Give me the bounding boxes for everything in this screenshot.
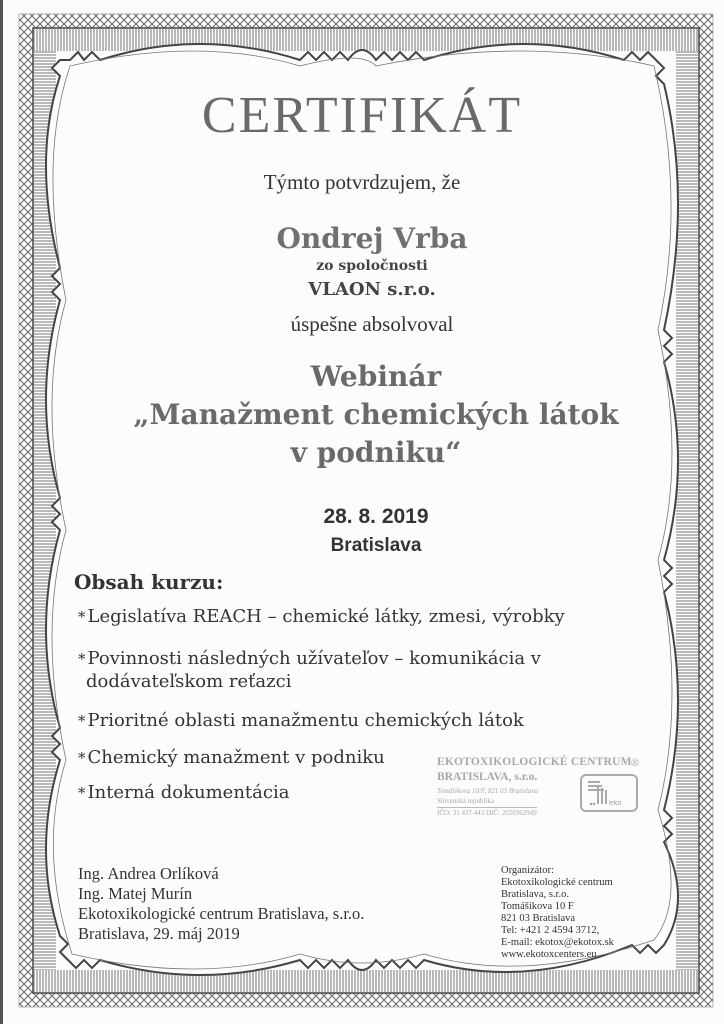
content-list-item-continuation: dodávateľskom reťazci	[86, 671, 292, 692]
bullet-star-icon: *	[78, 784, 86, 802]
company-name: VLAON s.r.o.	[308, 279, 436, 300]
organizer-line: Ekotoxikologické centrum	[501, 877, 613, 888]
organizer-phone: Tel: +421 2 4594 3712,	[501, 925, 600, 936]
content-item-text: Interná dokumentácia	[87, 782, 290, 803]
eko-logo-icon	[580, 774, 638, 812]
intro-text: Týmto potvrdzujem, že	[263, 170, 461, 194]
organizer-line: Bratislava, s.r.o.	[501, 889, 569, 900]
bullet-star-icon: *	[78, 608, 86, 626]
content-list-item	[78, 606, 565, 627]
completed-text: úspešne absolvoval	[290, 312, 454, 336]
content-list-item	[78, 648, 541, 669]
content-list-item	[78, 710, 524, 731]
stamp-line-4: Slovenská republika	[437, 797, 494, 805]
organizer-email: E-mail: ekotox@ekotox.sk	[501, 937, 614, 948]
signatory-org: Ekotoxikologické centrum Bratislava, s.r.o.	[78, 904, 365, 923]
content-item-text: Povinnosti následných užívateľov – komunikácia v	[87, 648, 541, 669]
signatory-date: Bratislava, 29. máj 2019	[78, 924, 240, 943]
signatory-line: Ing. Matej Murín	[78, 884, 193, 903]
organizer-label: Organizátor:	[501, 865, 554, 876]
course-type: Webinár	[310, 360, 442, 393]
organizer-website: www.ekotoxcenters.eu	[501, 949, 597, 960]
certificate-title: CERTIFIKÁT	[201, 87, 523, 144]
course-name-line-2: v podniku“	[290, 436, 462, 469]
content-list-item	[78, 747, 385, 768]
stamp-line-3: Tomášikova 10/F, 821 03 Bratislava	[437, 787, 538, 795]
registered-mark-icon: ®	[630, 758, 640, 769]
course-city: Bratislava	[330, 535, 422, 556]
course-name-line-1: „Manažment chemických látok	[133, 398, 619, 431]
content-list-item	[78, 782, 289, 803]
bullet-star-icon: *	[78, 749, 86, 767]
svg-text:eko: eko	[609, 799, 622, 807]
stamp-line-2: BRATISLAVA, s.r.o.	[437, 771, 538, 783]
company-prefix: zo spoločnosti	[316, 258, 428, 274]
stamp-line-5: IČO: 31 437 443 DIČ: 2020362949	[437, 809, 537, 817]
stamp-line-1: EKOTOXIKOLOGICKÉ CENTRUM	[437, 756, 632, 768]
company-stamp	[437, 756, 642, 826]
course-content-heading: Obsah kurzu:	[74, 570, 224, 594]
bullet-star-icon: *	[78, 712, 86, 730]
course-date: 28. 8. 2019	[323, 505, 429, 528]
content-item-text: Legislatíva REACH – chemické látky, zmesi, výrobky	[87, 606, 565, 627]
signatory-line: Ing. Andrea Orlíková	[78, 864, 219, 883]
organizer-address: Tomášikova 10 F	[501, 901, 574, 912]
content-item-text: Prioritné oblasti manažmentu chemických látok	[87, 710, 524, 731]
content-item-text: Chemický manažment v podniku	[87, 747, 385, 768]
bullet-star-icon: *	[78, 650, 86, 668]
organizer-city: 821 03 Bratislava	[501, 913, 576, 924]
recipient-name: Ondrej Vrba	[276, 222, 468, 255]
